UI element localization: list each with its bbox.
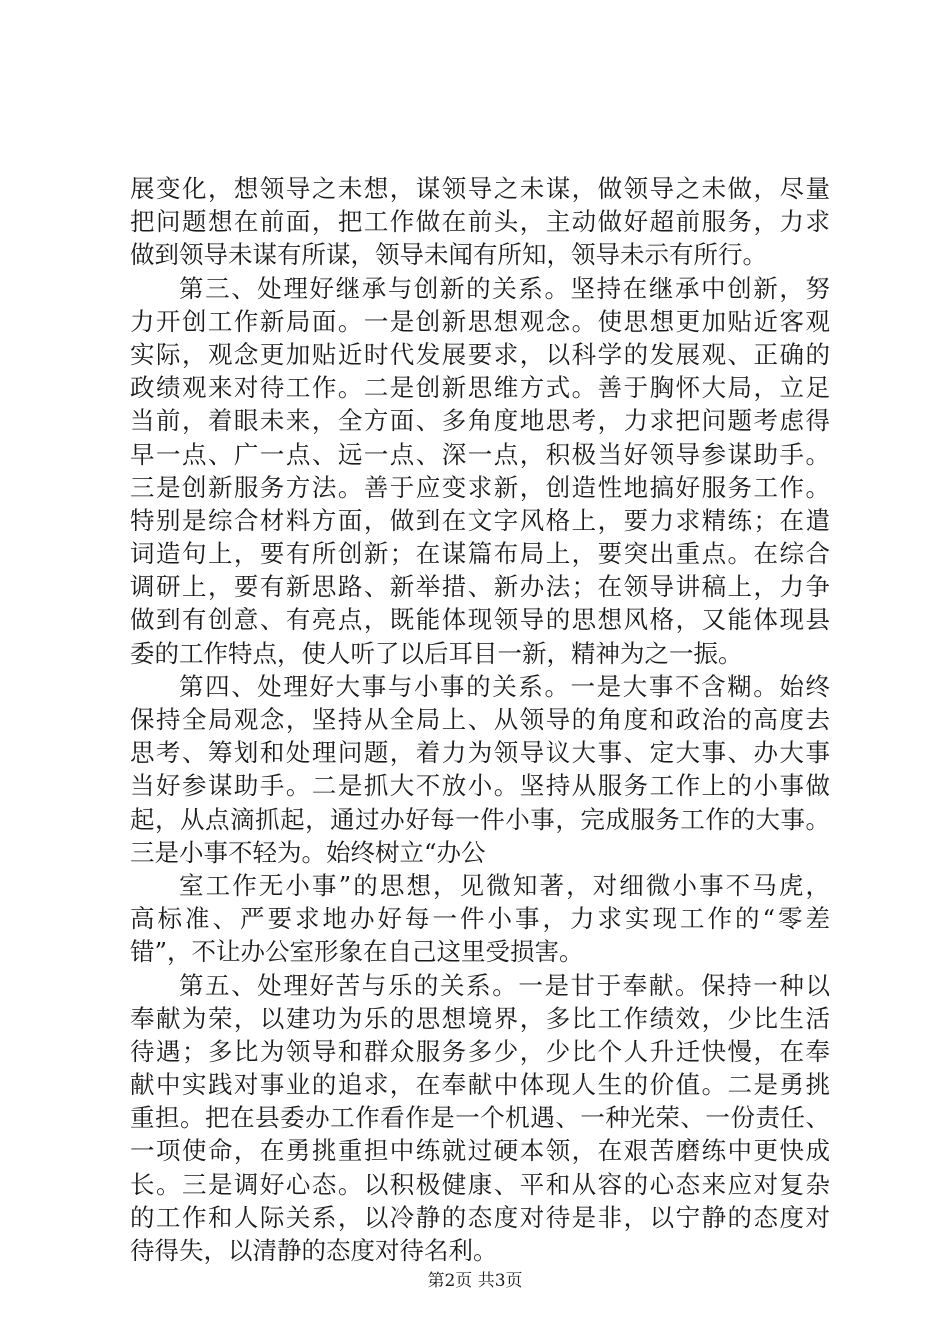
text-line: 室工作无小事”的思想，见微知著，对细微小事不马虎，: [179, 870, 830, 900]
text-line: 三是小事不轻为。始终树立“办公: [130, 837, 486, 867]
text-line: 词造句上，要有所创新；在谋篇布局上，要突出重点。在综合: [130, 539, 830, 569]
text-line: 长。三是调好心态。以积极健康、平和从容的心态来应对复杂: [130, 1169, 830, 1199]
text-line: 第五、处理好苦与乐的关系。一是甘于奉献。保持一种以: [179, 970, 830, 1000]
text-line: 调研上，要有新思路、新举措、新办法；在领导讲稿上，力争: [130, 572, 830, 602]
text-line: 当好参谋助手。二是抓大不放小。坚持从服务工作上的小事做: [130, 771, 830, 801]
text-line: 保持全局观念，坚持从全局上、从领导的角度和政治的高度去: [130, 705, 830, 734]
text-line: 一项使命，在勇挑重担中练就过硬本领，在艰苦磨练中更快成: [130, 1136, 830, 1166]
text-line: 高标准、严要求地办好每一件小事，力求实现工作的“零差: [130, 904, 830, 934]
text-line: 待得失，以清静的态度对待名利。: [130, 1236, 498, 1265]
text-line: 第三、处理好继承与创新的关系。坚持在继承中创新，努: [179, 273, 830, 303]
text-line: 早一点、广一点、远一点、深一点，积极当好领导参谋助手。: [130, 439, 830, 469]
text-line: 当前，着眼未来，全方面、多角度地思考，力求把问题考虑得: [130, 406, 830, 436]
text-line: 三是创新服务方法。善于应变求新，创造性地搞好服务工作。: [130, 472, 830, 502]
text-line: 思考、筹划和处理问题，着力为领导议大事、定大事、办大事: [130, 738, 830, 768]
text-line: 重担。把在县委办工作看作是一个机遇、一种光荣、一份责任、: [130, 1103, 830, 1133]
text-line: 奉献为荣，以建功为乐的思想境界，多比工作绩效，少比生活: [130, 1003, 830, 1033]
text-line: 力开创工作新局面。一是创新思想观念。使思想更加贴近客观: [130, 306, 830, 336]
document-body: [130, 172, 830, 1267]
text-line: 起，从点滴抓起，通过办好每一件小事，完成服务工作的大事。: [130, 804, 830, 834]
text-line: 实际，观念更加贴近时代发展要求，以科学的发展观、正确的: [130, 339, 830, 369]
text-line: 错”，不让办公室形象在自己这里受损害。: [130, 937, 584, 967]
text-line: 政绩观来对待工作。二是创新思维方式。善于胸怀大局，立足: [130, 373, 830, 403]
text-line: 第四、处理好大事与小事的关系。一是大事不含糊。始终: [179, 671, 830, 701]
text-line: 做到有创意、有亮点，既能体现领导的思想风格，又能体现县: [130, 605, 830, 635]
text-line: 委的工作特点，使人听了以后耳目一新，精神为之一振。: [130, 638, 743, 668]
page-footer: 第2页 共3页: [427, 1271, 523, 1291]
text-line: 把问题想在前面，把工作做在前头，主动做好超前服务，力求: [130, 207, 830, 237]
text-line: 展变化，想领导之未想，谋领导之未谋，做领导之未做，尽量: [130, 174, 830, 203]
text-line: 特别是综合材料方面，做到在文字风格上，要力求精练；在遣: [130, 505, 830, 535]
text-line: 做到领导未谋有所谋，领导未闻有所知，领导未示有所行。: [130, 240, 767, 270]
text-line: 献中实践对事业的追求，在奉献中体现人生的价值。二是勇挑: [130, 1070, 830, 1100]
text-line: 待遇；多比为领导和群众服务多少，少比个人升迁快慢，在奉: [130, 1036, 830, 1066]
text-line: 的工作和人际关系，以冷静的态度对待是非，以宁静的态度对: [130, 1202, 830, 1232]
